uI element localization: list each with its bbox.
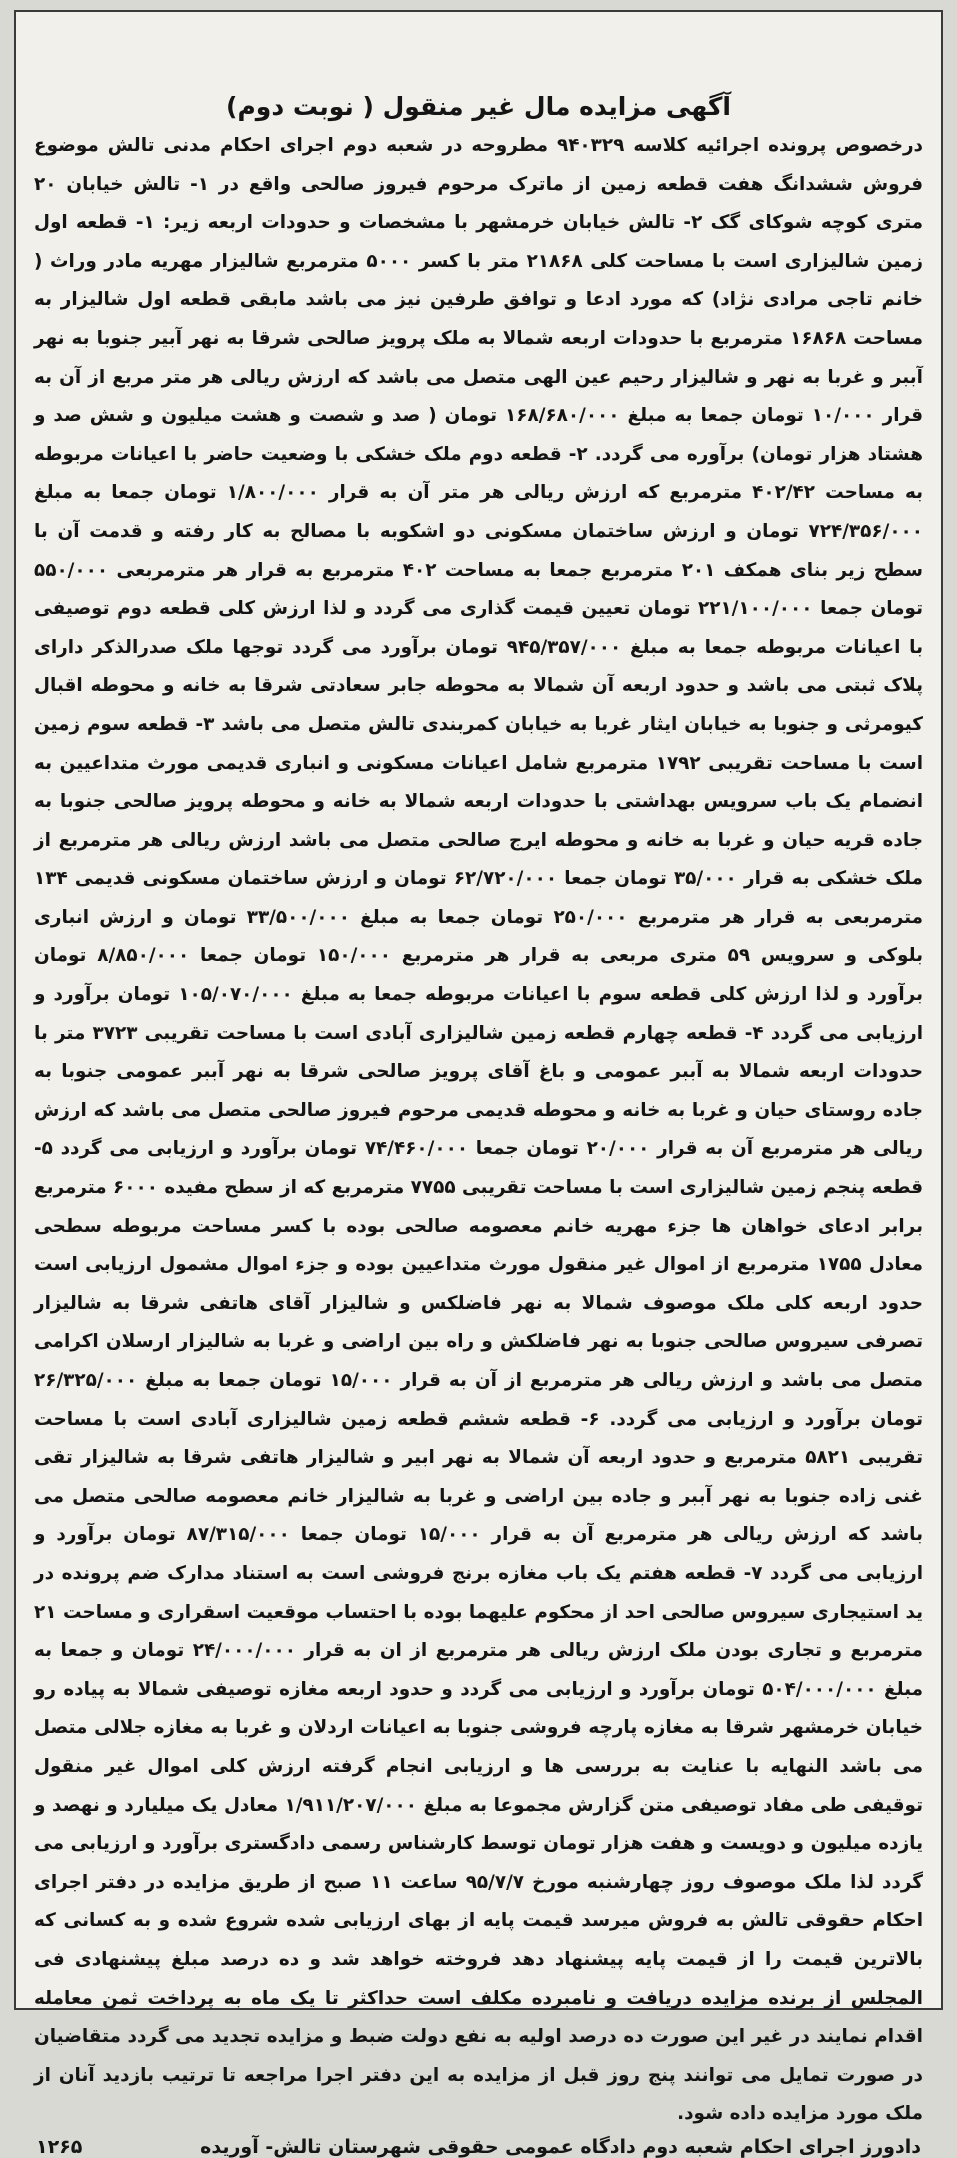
notice-footer	[34, 2136, 923, 2158]
notice-title: آگهی مزایده مال غیر منقول ( نوبت دوم)	[226, 92, 731, 121]
reference-number: ۱۲۶۵	[36, 2135, 83, 2158]
notice-body: درخصوص پرونده اجرائیه کلاسه ۹۴۰۳۲۹ مطروحه در شعبه دوم اجرای احکام مدنی تالش موضوع فروش ششدانگ هفت قطعه زمین از ماترک مرحوم فیروز صالحی واقع در ۱- تالش خیابان ۲۰ متری کوچه شوکای گک ۲- تالش خیابان خرمشهر با مشخصات و حدودات اربعه زیر: ۱- قطعه اول زمین شالیزاری است با مساحت کلی ۲۱۸۶۸ متر با کسر ۵۰۰۰ مترمربع شالیزار مهریه مادر وراث ( خانم تاجی مرادی نژاد) که مورد ادعا و توافق طرفین نیز می باشد مابقی قطعه اول شالیزار به مساحت ۱۶۸۶۸ مترمربع با حدودات اربعه شمالا به ملک پرویز صالحی شرقا به نهر آبیر جنوبا به نهر آببر و غربا به نهر و شالیزار رحیم عین الهی متصل می باشد که ارزش ریالی هر متر مربع از آن به قرار ۱۰/۰۰۰ تومان جمعا به مبلغ ۱۶۸/۶۸۰/۰۰۰ تومان ( صد و شصت و هشت میلیون و شش صد و هشتاد هزار تومان) برآوره می گردد. ۲- قطعه دوم ملک خشکی با وضعیت حاضر با اعیانات مربوطه به مساحت ۴۰۲/۴۲ مترمربع که ارزش ریالی هر متر آن به قرار ۱/۸۰۰/۰۰۰ تومان جمعا به مبلغ ۷۲۴/۳۵۶/۰۰۰ تومان و ارزش ساختمان مسکونی دو اشکوبه با مصالح به کار رفته و قدمت آن با سطح زیر بنای همکف ۲۰۱ مترمربع جمعا به مساحت ۴۰۲ مترمربع به قرار هر مترمربعی ۵۵۰/۰۰۰ تومان جمعا ۲۲۱/۱۰۰/۰۰۰ تومان تعیین قیمت گذاری می گردد و لذا ارزش کلی قطعه دوم توصیفی با اعیانات مربوطه جمعا به مبلغ ۹۴۵/۳۵۷/۰۰۰ تومان برآورد می گردد توجها ملک صدرالذکر دارای پلاک ثبتی می باشد و حدود اربعه آن شمالا به محوطه جابر سعادتی شرقا به خانه و محوطه اقبال کیومرثی و جنوبا به خیابان ایثار غربا به خیابان کمربندی تالش متصل می باشد ۳- قطعه سوم زمین است با مساحت تقریبی ۱۷۹۲ مترمربع شامل اعیانات مسکونی و انباری قدیمی مورث متداعیین به انضمام یک باب سرویس بهداشتی با حدودات اربعه شمالا به خانه و محوطه پرویز صالحی جنوبا به جاده قریه حیان و غربا به خانه و محوطه ایرج صالحی متصل می باشد ارزش ریالی هر مترمربع از ملک خشکی به قرار ۳۵/۰۰۰ تومان جمعا ۶۲/۷۲۰/۰۰۰ تومان و ارزش ساختمان مسکونی قدیمی ۱۳۴ مترمربعی به قرار هر مترمربع ۲۵۰/۰۰۰ تومان جمعا به مبلغ ۳۳/۵۰۰/۰۰۰ تومان و ارزش انباری بلوکی و سرویس ۵۹ متری مربعی به قرار هر مترمربع ۱۵۰/۰۰۰ تومان جمعا ۸/۸۵۰/۰۰۰ تومان برآورد و لذا ارزش کلی قطعه سوم با اعیانات مربوطه جمعا به مبلغ ۱۰۵/۰۷۰/۰۰۰ تومان برآورد و ارزیابی می گردد ۴- قطعه چهارم قطعه زمین شالیزاری آبادی است با مساحت تقریبی ۳۷۲۳ متر با حدودات اربعه شمالا به آببر عمومی و باغ آقای پرویز صالحی شرقا به نهر آببر عمومی جنوبا به جاده روستای حیان و غربا به خانه و محوطه قدیمی مرحوم فیروز صالحی متصل می باشد که ارزش ریالی هر مترمربع آن به قرار ۲۰/۰۰۰ تومان جمعا ۷۴/۴۶۰/۰۰۰ تومان برآورد و ارزیابی می گردد ۵- قطعه پنجم زمین شالیزاری است با مساحت تقریبی ۷۷۵۵ مترمربع که از سطح مفیده ۶۰۰۰ مترمربع برابر ادعای خواهان ها جزء مهریه خانم معصومه صالحی بوده با کسر مساحت مربوطه سطحی معادل ۱۷۵۵ مترمربع از اموال غیر منقول مورث متداعیین بوده و جزء اموال مشمول ارزیابی است حدود اربعه کلی ملک موصوف شمالا به نهر فاضلکس و شالیزار آقای هاتفی شرقا به شالیزار تصرفی سیروس صالحی جنوبا به نهر فاضلکش و راه بین اراضی و غربا به شالیزار ارسلان اکرامی متصل می باشد و ارزش ریالی هر مترمربع از آن به قرار ۱۵/۰۰۰ تومان جمعا به مبلغ ۲۶/۳۲۵/۰۰۰ تومان برآورد و ارزیابی می گردد. ۶- قطعه ششم قطعه زمین شالیزاری آبادی است با مساحت تقریبی ۵۸۲۱ مترمربع و حدود اربعه آن شمالا به نهر ابیر و شالیزار هاتفی شرقا به شالیزار تقی غنی زاده جنوبا به نهر آببر و جاده بین اراضی و غربا به شالیزار خانم معصومه صالحی متصل می باشد که ارزش ریالی هر مترمربع آن به قرار ۱۵/۰۰۰ تومان جمعا ۸۷/۳۱۵/۰۰۰ تومان برآورد و ارزیابی می گردد ۷- قطعه هفتم یک باب مغازه برنج فروشی است به استناد مدارک ضم پرونده در ید استیجاری سیروس صالحی احد از محکوم علیهما بوده با احتساب موقعیت اسقراری و مساحت ۲۱ مترمربع و تجاری بودن ملک ارزش ریالی هر مترمربع از ان به قرار ۲۴/۰۰۰/۰۰۰ تومان و جمعا به مبلغ ۵۰۴/۰۰۰/۰۰۰ تومان برآورد و ارزیابی می گردد و حدود اربعه مغازه توصیفی شمالا به پیاده رو خیابان خرمشهر شرقا به مغازه پارچه فروشی جنوبا به اعیانات اردلان و غربا به مغازه جلالی متصل می باشد النهایه با عنایت به بررسی ها و ارزیابی انجام گرفته ارزش کلی اموال غیر منقول توقیفی طی مفاد توصیفی متن گزارش مجموعا به مبلغ ۱/۹۱۱/۲۰۷/۰۰۰ معادل یک میلیارد و نهصد و یازده میلیون و دویست و هفت هزار تومان توسط کارشناس رسمی دادگستری برآورد و ارزیابی می گردد لذا ملک موصوف روز چهارشنبه مورخ ۹۵/۷/۷ ساعت ۱۱ صبح از طریق مزایده در دفتر اجرای احکام حقوقی تالش به فروش میرسد قیمت پایه از بهای ارزیابی شده شروع شده و به کسانی که بالاترین قیمت را از قیمت پایه پیشنهاد دهد فروخته خواهد شد و ده درصد مبلغ پیشنهادی فی المجلس از برنده مزایده دریافت و نامبرده مکلف است حداکثر تا یک ماه به پرداخت ثمن معامله اقدام نمایند در غیر این صورت ده درصد اولیه به نفع دولت ضبط و مزایده تجدید می گردد متقاضیان در صورت تمایل می توانند پنج روز قبل از مزایده به این دفتر اجرا مراجعه تا ترتیب بازدید آنان از ملک مورد مزایده داده شود.	[34, 135, 924, 2125]
signature: دادورز اجرای احکام شعبه دوم دادگاه عمومی حقوقی شهرستان تالش- آوریده	[200, 2135, 921, 2158]
newspaper-clipping	[14, 10, 943, 2158]
